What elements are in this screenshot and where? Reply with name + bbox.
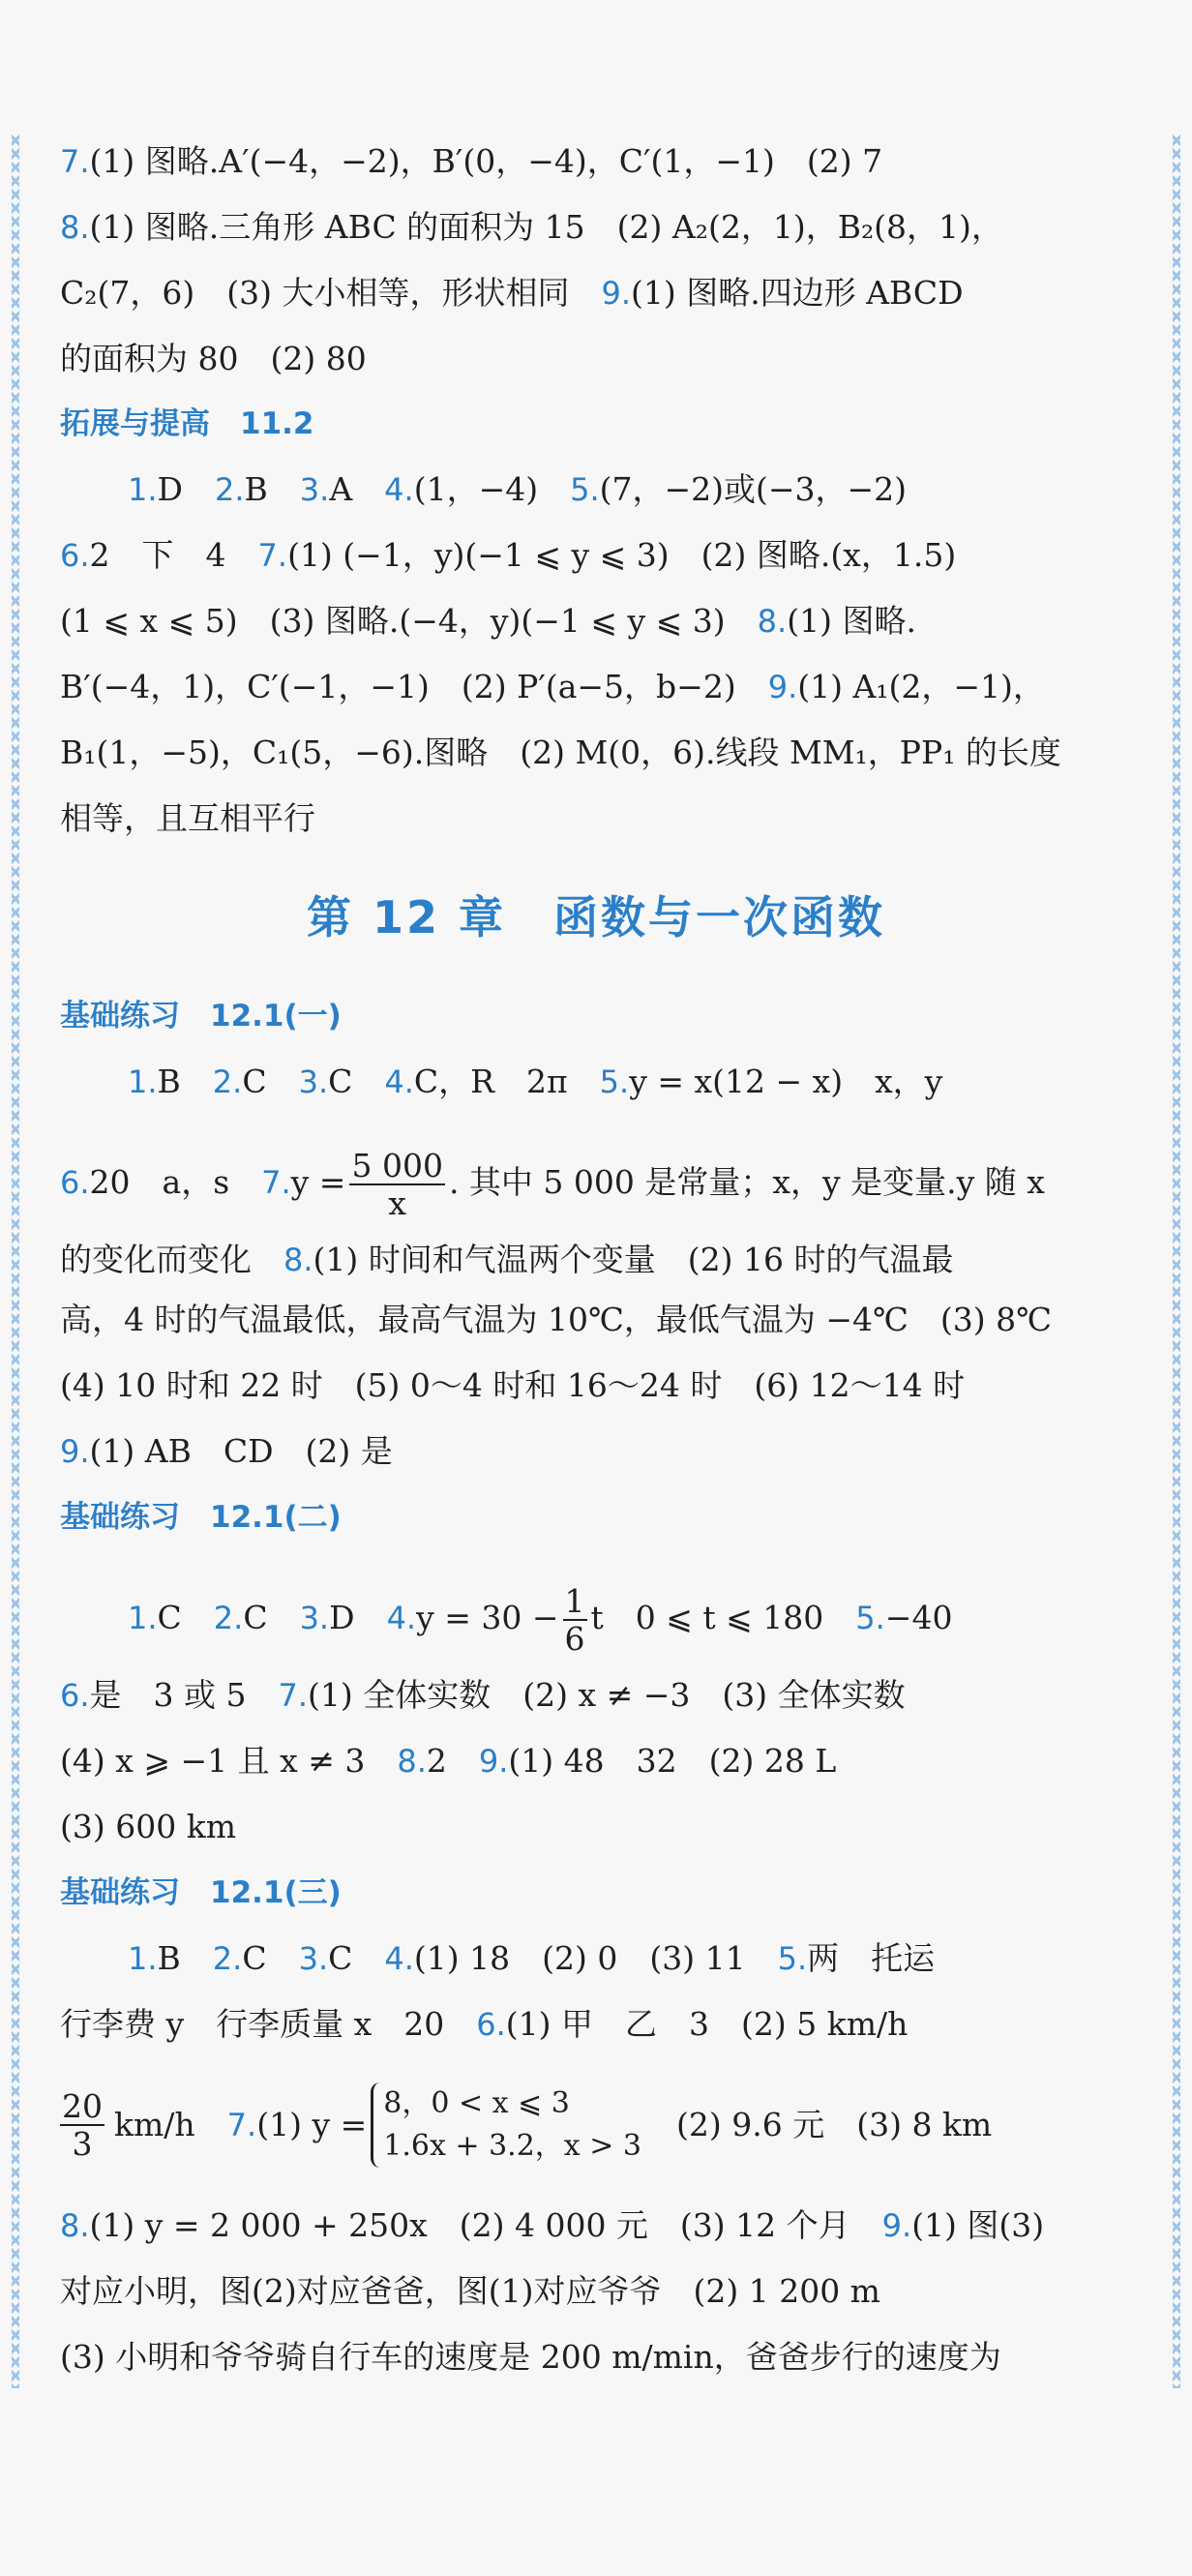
answer-text: (4) 10 时和 22 时 (5) 0～4 时和 16～24 时 (6) 12～14 时 xyxy=(60,1366,966,1404)
answer-line xyxy=(60,2003,1132,2046)
answer-line xyxy=(60,1583,1192,1657)
answer-text: (1) 甲 乙 3 (2) 5 km/h xyxy=(505,2005,909,2043)
answer-text: C，R 2π xyxy=(413,1063,600,1100)
answer-text: (3) 小明和爷爷骑自行车的速度是 200 m/min，爸爸步行的速度为 xyxy=(60,2338,1001,2376)
question-number: 1. xyxy=(128,471,158,508)
answer-text: (1) 时间和气温两个变量 (2) 16 时的气温最 xyxy=(313,1241,954,1278)
answer-text: C xyxy=(157,1599,214,1636)
answer-text: y = 30 − xyxy=(416,1599,559,1636)
answer-text: 行李费 y 行李质量 x 20 xyxy=(60,2005,477,2043)
answer-line xyxy=(60,468,1192,511)
answer-text: (1) y = xyxy=(256,2106,368,2143)
answer-line xyxy=(60,797,1132,840)
question-number: 5. xyxy=(599,1063,630,1100)
answer-text: C xyxy=(242,1939,299,1977)
answer-text: C xyxy=(243,1599,300,1636)
question-number: 2. xyxy=(212,1063,243,1100)
answer-text: B xyxy=(157,1063,213,1100)
question-number: 2. xyxy=(212,1940,243,1977)
chapter-title: 第 12 章 函数与一次函数 xyxy=(306,891,886,944)
answer-text: B′(−4，1)，C′(−1，−1) (2) P′(a−5，b−2) xyxy=(60,668,768,705)
question-number: 8. xyxy=(60,2207,90,2244)
question-number: 8. xyxy=(397,1743,427,1780)
fraction xyxy=(349,1148,444,1221)
answer-text: D xyxy=(329,1599,387,1636)
question-number: 4. xyxy=(384,1063,414,1100)
answer-text: (1) y = 2 000 + 250x (2) 4 000 元 (3) 12 个月 xyxy=(89,2206,882,2244)
fraction-numerator: 20 xyxy=(62,2087,103,2125)
answer-line xyxy=(60,534,1132,577)
question-number: 6. xyxy=(60,537,90,574)
fraction-numerator: 5 000 xyxy=(351,1147,443,1184)
fraction-numerator: 1 xyxy=(564,1582,585,1620)
answer-text: (3) 600 km xyxy=(60,1808,236,1845)
question-number: 1. xyxy=(128,1063,158,1100)
answer-text: 20 a，s xyxy=(89,1163,262,1201)
answer-line xyxy=(60,666,1132,708)
answer-text: y = x(12 − x) x，y xyxy=(629,1063,943,1100)
question-number: 6. xyxy=(60,1164,90,1201)
question-number: 9. xyxy=(601,275,631,312)
question-number: 6. xyxy=(60,1677,90,1714)
answer-text: 2 xyxy=(426,1742,479,1780)
answer-text: (1) 48 32 (2) 28 L xyxy=(508,1742,837,1780)
answer-text: t 0 ⩽ t ⩽ 180 xyxy=(590,1599,856,1636)
answer-text: 的面积为 80 (2) 80 xyxy=(60,340,367,377)
answer-text: B xyxy=(157,1939,213,1977)
piecewise-case: 1.6x + 3.2，x > 3 xyxy=(383,2129,641,2163)
question-number: 5. xyxy=(570,471,600,508)
section-heading: 基础练习 12.1(三) xyxy=(60,1875,342,1910)
answer-line xyxy=(60,2270,1132,2313)
answer-text: . 其中 5 000 是常量；x，y 是变量.y 随 x xyxy=(448,1163,1045,1201)
fraction xyxy=(60,2088,104,2162)
question-number: 7. xyxy=(226,2107,257,2143)
answer-text: C₂(7，6) (3) 大小相等，形状相同 xyxy=(60,274,602,312)
answer-line xyxy=(60,600,1132,643)
answer-text: (1，−4) xyxy=(413,470,571,508)
answer-line xyxy=(60,1674,1132,1717)
fraction-denominator: 3 xyxy=(72,2125,93,2163)
answer-text: C xyxy=(328,1939,385,1977)
question-number: 4. xyxy=(384,471,414,508)
question-number: 2. xyxy=(215,471,245,508)
answer-text: B₁(1，−5)，C₁(5，−6).图略 (2) M(0，6).线段 MM₁，PP₁ 的长度 xyxy=(60,734,1061,771)
answer-line xyxy=(60,272,1132,315)
answer-line xyxy=(60,1364,1132,1407)
piecewise-cases xyxy=(371,2082,641,2168)
answer-line xyxy=(60,1148,1132,1221)
answer-text: C xyxy=(242,1063,299,1100)
answer-text: (4) x ⩾ −1 且 x ≠ 3 xyxy=(60,1742,398,1780)
question-number: 3. xyxy=(298,1940,329,1977)
answer-text: 相等，且互相平行 xyxy=(60,799,315,837)
section-heading: 拓展与提高 11.2 xyxy=(60,406,314,441)
answer-text: km/h xyxy=(114,2106,227,2143)
answer-line xyxy=(60,1239,1132,1281)
answer-text: (1) 图略. xyxy=(787,602,916,640)
question-number: 8. xyxy=(283,1242,313,1278)
question-number: 7. xyxy=(261,1164,291,1201)
fraction-denominator: 6 xyxy=(564,1620,585,1658)
left-decorative-border xyxy=(12,134,19,2388)
answer-text: 是 3 或 5 xyxy=(89,1676,279,1714)
answer-line xyxy=(60,1740,1132,1782)
question-number: 9. xyxy=(767,669,798,705)
answer-text: 高，4 时的气温最低，最高气温为 10℃，最低气温为 −4℃ (3) 8℃ xyxy=(60,1301,1053,1338)
fraction-denominator: x xyxy=(388,1184,407,1222)
answer-line xyxy=(60,1937,1192,1980)
question-number: 3. xyxy=(298,1063,329,1100)
answer-text: (2) 9.6 元 (3) 8 km xyxy=(676,2106,993,2143)
answer-line xyxy=(60,732,1132,774)
answer-line xyxy=(60,206,1132,249)
answer-text: (1) 图略.四边形 ABCD xyxy=(630,274,964,312)
answer-text: (1) 18 (2) 0 (3) 11 xyxy=(413,1939,778,1977)
answer-text: A xyxy=(329,470,385,508)
answer-line xyxy=(60,140,1132,183)
answer-line xyxy=(60,2336,1132,2379)
answer-line xyxy=(60,2204,1132,2247)
answer-text: (7，−2)或(−3，−2) xyxy=(599,470,908,508)
answer-text: (1) 图略.A′(−4，−2)，B′(0，−4)，C′(1，−1) (2) 7 xyxy=(89,142,883,180)
question-number: 9. xyxy=(881,2207,912,2244)
answer-text: (1) (−1，y)(−1 ⩽ y ⩽ 3) (2) 图略.(x，1.5) xyxy=(287,536,957,574)
answer-text: D xyxy=(157,470,215,508)
section-heading: 基础练习 12.1(二) xyxy=(60,1500,342,1535)
answer-line xyxy=(60,1806,1132,1848)
piecewise-case: 8，0 < x ⩽ 3 xyxy=(383,2086,570,2120)
question-number: 7. xyxy=(257,537,288,574)
answer-text: (1) 图略.三角形 ABC 的面积为 15 (2) A₂(2，1)，B₂(8，1)， xyxy=(89,208,1003,246)
answer-text: 两 托运 xyxy=(807,1939,936,1977)
question-number: 4. xyxy=(386,1600,417,1636)
question-number: 2. xyxy=(213,1600,244,1636)
question-number: 3. xyxy=(299,1600,330,1636)
answer-text: B xyxy=(244,470,300,508)
question-number: 6. xyxy=(476,2006,506,2043)
question-number: 7. xyxy=(278,1677,309,1714)
answer-line xyxy=(60,1061,1192,1103)
answer-text: 对应小明，图(2)对应爸爸，图(1)对应爷爷 (2) 1 200 m xyxy=(60,2272,880,2310)
question-number: 3. xyxy=(299,471,330,508)
question-number: 5. xyxy=(855,1600,885,1636)
answer-line xyxy=(60,1299,1132,1341)
question-number: 5. xyxy=(777,1940,808,1977)
question-number: 8. xyxy=(60,209,90,246)
section-heading: 基础练习 12.1(一) xyxy=(60,999,342,1033)
question-number: 9. xyxy=(60,1433,90,1470)
answer-text: (1) A₁(2，−1)， xyxy=(797,668,1045,705)
answer-text: (1) 图(3) xyxy=(911,2206,1045,2244)
answer-text: y = xyxy=(290,1163,346,1201)
answer-line xyxy=(60,1430,1132,1473)
question-number: 1. xyxy=(128,1940,158,1977)
answer-text: 2 下 4 xyxy=(89,536,258,574)
answer-text: C xyxy=(328,1063,385,1100)
question-number: 4. xyxy=(384,1940,414,1977)
answer-text: 的变化而变化 xyxy=(60,1241,283,1278)
answer-text: (1) AB CD (2) 是 xyxy=(89,1432,393,1470)
answer-text: (1) 全体实数 (2) x ≠ −3 (3) 全体实数 xyxy=(308,1676,906,1714)
answer-text: (1 ⩽ x ⩽ 5) (3) 图略.(−4，y)(−1 ⩽ y ⩽ 3) xyxy=(60,602,758,640)
fraction xyxy=(563,1583,587,1657)
question-number: 9. xyxy=(478,1743,509,1780)
question-number: 8. xyxy=(757,603,788,640)
question-number: 7. xyxy=(60,143,90,180)
question-number: 1. xyxy=(128,1600,158,1636)
answer-line xyxy=(60,2079,1132,2172)
answer-text: −40 xyxy=(884,1599,953,1636)
answer-line xyxy=(60,338,1132,380)
